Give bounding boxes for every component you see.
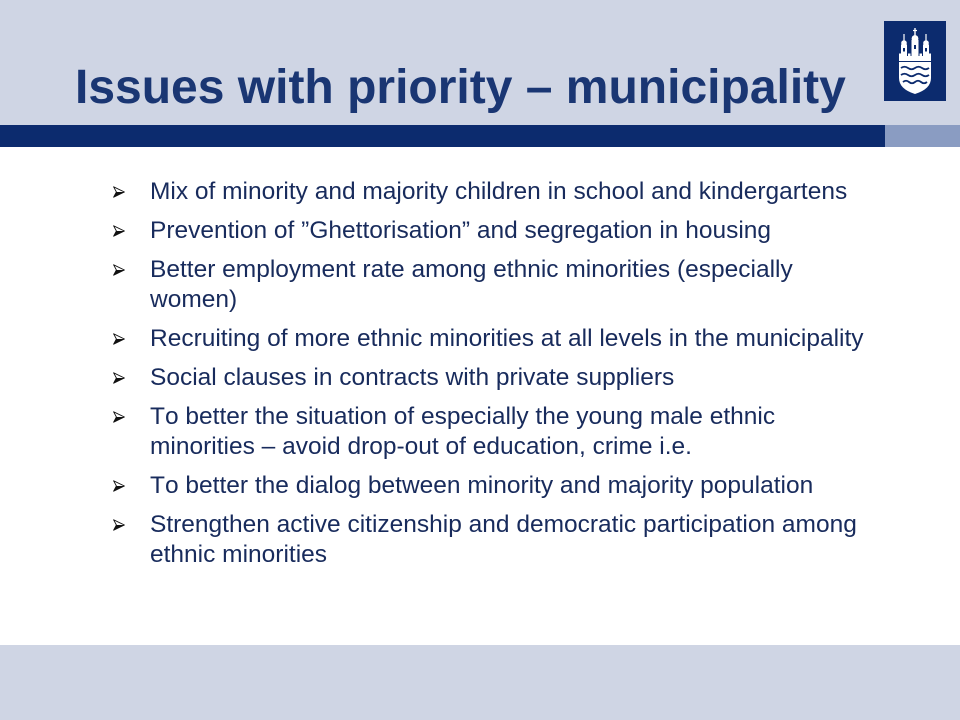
arrow-bullet-icon bbox=[113, 225, 125, 237]
bullet-item bbox=[150, 324, 871, 354]
bullet-text: Better employment rate among ethnic minorities (especially women) bbox=[150, 256, 793, 313]
footer-band bbox=[0, 645, 960, 720]
bullet-text: Mix of minority and majority children in school and kindergartens bbox=[150, 178, 848, 205]
bullet-text: Strengthen active citizenship and democratic participation among ethnic minorities bbox=[150, 511, 857, 568]
bullet-item bbox=[150, 510, 871, 570]
bullet-text: To better the dialog between minority and majority population bbox=[150, 472, 814, 499]
bullet-item bbox=[150, 363, 871, 393]
bullet-item bbox=[150, 255, 871, 315]
bullet-item bbox=[150, 402, 871, 462]
bullet-list bbox=[150, 177, 871, 579]
bullet-item bbox=[150, 216, 871, 246]
arrow-bullet-icon bbox=[113, 480, 125, 492]
arrow-bullet-icon bbox=[113, 186, 125, 198]
slide-title: Issues with priority – municipality bbox=[75, 61, 846, 114]
arrow-bullet-icon bbox=[113, 519, 125, 531]
bullet-text: To better the situation of especially the young male ethnic minorities – avoid drop-out of education, crime i.e. bbox=[150, 403, 776, 460]
coat-of-arms-icon bbox=[884, 21, 946, 101]
arrow-bullet-icon bbox=[113, 411, 125, 423]
arrow-bullet-icon bbox=[113, 372, 125, 384]
bullet-text: Social clauses in contracts with private suppliers bbox=[150, 364, 675, 391]
municipality-logo bbox=[884, 21, 946, 101]
arrow-bullet-icon bbox=[113, 333, 125, 345]
bullet-item bbox=[150, 471, 871, 501]
bullet-text: Recruiting of more ethnic minorities at all levels in the municipality bbox=[150, 325, 864, 352]
bullet-item bbox=[150, 177, 871, 207]
title-underline-bar bbox=[0, 125, 885, 147]
accent-bar-segment bbox=[885, 125, 960, 147]
bullet-text: Prevention of ”Ghettorisation” and segregation in housing bbox=[150, 217, 772, 244]
arrow-bullet-icon bbox=[113, 264, 125, 276]
